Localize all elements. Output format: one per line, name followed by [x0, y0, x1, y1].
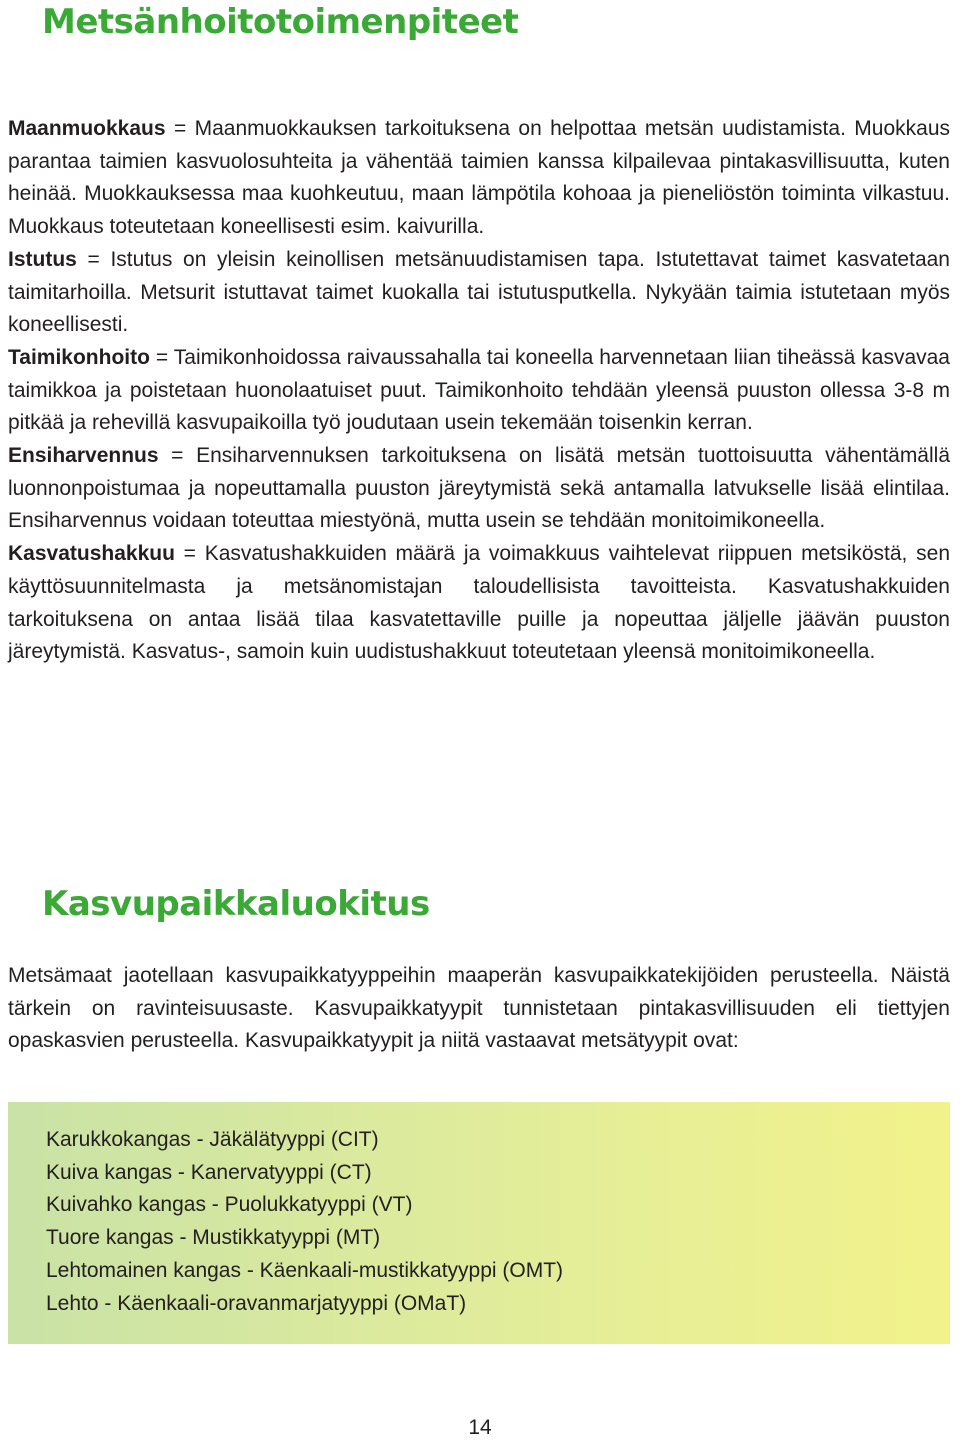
term-paragraph-planting: [8, 244, 950, 342]
term-paragraph-sapling-stand-management: [8, 342, 950, 440]
site-type-item: Lehto - Käenkaali-oravanmarjatyyppi (OMaT): [46, 1291, 467, 1315]
section-heading-forest-management: Metsänhoitotoimenpiteet: [42, 2, 519, 42]
site-type-item: Karukkokangas - Jäkälätyyppi (CIT): [46, 1128, 379, 1151]
term-paragraph-soil-preparation: [8, 113, 950, 244]
site-type-list: [8, 1102, 950, 1320]
term-label: Kasvatushakkuu: [8, 542, 175, 566]
page-number: 14: [468, 1416, 492, 1439]
site-classification-intro: [8, 960, 950, 1058]
site-type-item: Kuiva kangas - Kanervatyyppi (CT): [46, 1160, 372, 1184]
section-heading-site-classification: Kasvupaikkaluokitus: [42, 884, 430, 924]
term-definition: Ensiharvennuksen tarkoituksena on lisätä metsän tuottoisuutta vähentämällä luonnonpoistumaa ja nopeuttamalla puuston järeytymistä sekä antamalla latvukselle lisää elintilaa. Ensiharvennus voidaan toteuttaa miestyönä, mutta usein se tehdään monitoimikoneella.: [8, 444, 950, 533]
term-label: Taimikonhoito: [8, 345, 150, 369]
term-paragraph-thinning: [8, 538, 950, 669]
term-definition: Maanmuokkauksen tarkoituksena on helpottaa metsän uudistamista. Muokkaus parantaa taimien kasvuolosuhteita ja vähentää taimien kanssa kilpailevaa pintakasvillisuutta, kuten heinää. Muokkauksessa maa kuohkeutuu, maan lämpötila kohoaa ja pieneliöstön toiminta vilkastuu. Muokkaus toteutetaan koneellisesti esim. kaivurilla.: [8, 117, 951, 239]
site-type-item: Kuivahko kangas - Puolukkatyyppi (VT): [46, 1193, 413, 1217]
management-terms: [8, 113, 950, 669]
term-separator: =: [165, 117, 195, 140]
site-type-item: Tuore kangas - Mustikkatyyppi (MT): [46, 1226, 381, 1250]
term-paragraph-first-thinning: [8, 440, 950, 538]
term-separator: =: [149, 345, 174, 369]
term-separator: =: [158, 444, 197, 468]
term-label: Ensiharvennus: [8, 444, 159, 468]
intro-paragraph: Metsämaat jaotellaan kasvupaikkatyyppeihin maaperän kasvupaikkatekijöiden perusteella. Näistä tärkein on ravinteisuusaste. Kasvupaikkatyypit tunnistetaan pintakasvillisuuden eli tiettyjen opaskasvien perusteella. Kasvupaikkatyypit ja niitä vastaavat metsätyypit ovat:: [8, 964, 950, 1053]
term-definition: Kasvatushakkuiden määrä ja voimakkuus vaihtelevat riippuen metsiköstä, sen käyttösuunnitelmasta ja metsänomistajan taloudellisista tavoitteista. Kasvatushakkuiden tarkoituksena on antaa lisää tilaa kasvatettaville puille ja nopeuttaa jäljelle jäävän puuston järeytymistä. Kasvatus-, samoin kuin uudistushakkuut toteutetaan yleensä monitoimikoneella.: [8, 542, 950, 664]
term-label: Maanmuokkaus: [8, 117, 166, 140]
term-separator: =: [76, 247, 111, 271]
term-definition: Taimikonhoidossa raivaussahalla tai koneella harvennetaan liian tiheässä kasvavaa taimikkoa ja poistetaan huonolaatuiset puut. Taimikonhoito tehdään yleensä puuston ollessa 3-8 m pitkää ja rehevillä kasvupaikoilla työ joudutaan usein tekemään toisenkin kerran.: [8, 345, 950, 435]
site-type-item: Lehtomainen kangas - Käenkaali-mustikkatyyppi (OMT): [46, 1258, 564, 1282]
term-definition: Istutus on yleisin keinollisen metsänuudistamisen tapa. Istutettavat taimet kasvatetaan taimitarhoilla. Metsurit istuttavat taimet kuokalla tai istutusputkella. Nykyään taimia istutetaan myös koneellisesti.: [8, 247, 950, 337]
site-type-box: [8, 1102, 950, 1344]
term-separator: =: [174, 542, 205, 566]
term-label: Istutus: [8, 247, 77, 271]
